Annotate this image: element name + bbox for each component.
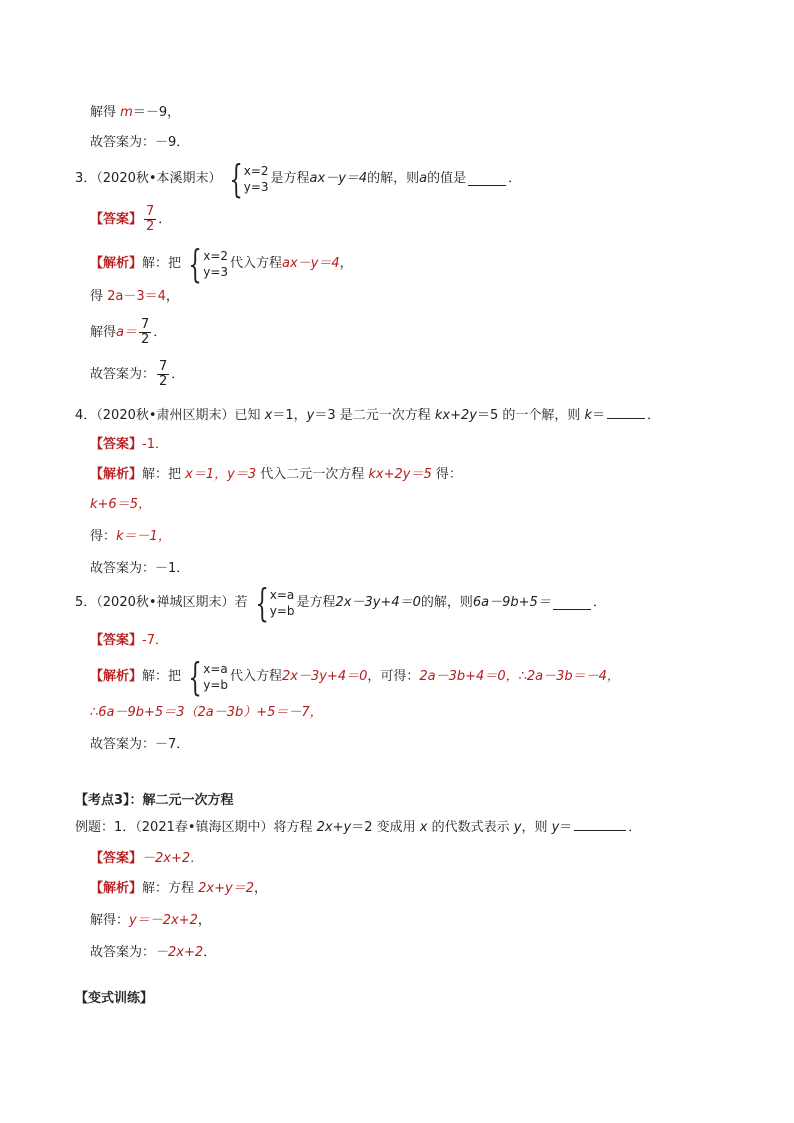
solution-5 (90, 655, 620, 699)
solve-line (90, 104, 180, 122)
question-5 (75, 581, 606, 625)
text: 得 (90, 289, 108, 304)
math: k+6＝5， (90, 497, 151, 512)
text: 5．（2020秋•禅城区期末）若 (75, 595, 248, 610)
equation-system (250, 581, 295, 625)
math: y＝－2x+2 (129, 913, 198, 928)
text: ＝ (592, 408, 606, 423)
sys-row: y=3 (203, 265, 229, 279)
step-5-1 (90, 704, 323, 722)
final-4 (90, 560, 189, 578)
math: k＝－1， (116, 529, 171, 544)
denominator: 2 (140, 332, 150, 347)
answer-line (90, 134, 189, 152)
numerator: 7 (159, 359, 168, 374)
brace: { (254, 581, 269, 625)
question-3 (75, 157, 522, 201)
math: a＝ (116, 324, 137, 340)
sys-row: y=3 (243, 180, 269, 194)
text: 解得： (90, 913, 130, 928)
text: 故答案为：－9． (90, 135, 190, 150)
heading-label: 【考点3】 (75, 793, 130, 808)
solution-label: 【解析】 (90, 256, 143, 271)
text: ， (253, 881, 267, 896)
sys-row: x=2 (243, 164, 269, 178)
math: y (551, 820, 560, 835)
sys-row: y=b (269, 604, 295, 618)
solution-label: 【解析】 (90, 669, 143, 684)
math: 2x－3y+4＝0 (282, 669, 368, 684)
math: x＝1，y＝3 (185, 467, 257, 482)
text: 的代数式表示 (427, 820, 514, 835)
math: x (419, 820, 428, 835)
answer-3 (90, 205, 171, 234)
text: 是方程 (270, 171, 310, 186)
text: 解：把 (142, 669, 182, 684)
solution-3 (90, 242, 353, 286)
text: ． (508, 171, 522, 186)
math: 2a－3＝4 (107, 289, 166, 304)
sys-row: x=a (269, 588, 295, 602)
math: ax－y＝4 (309, 171, 368, 186)
text: 故答案为： (90, 366, 156, 382)
answer-label: 【答案】 (90, 633, 143, 648)
answer-blank[interactable] (574, 818, 626, 831)
text: ． (153, 324, 167, 340)
equation-system (183, 655, 228, 699)
text: 3．（2020秋•本溪期末） (75, 171, 222, 186)
brace: { (188, 242, 202, 286)
step-4-1 (90, 496, 151, 514)
numerator: 7 (146, 204, 155, 219)
math: a (419, 171, 428, 186)
answer-label: 【答案】 (90, 211, 143, 227)
math: k (584, 408, 593, 423)
final-3 (90, 360, 184, 389)
text: 是方程 (296, 595, 336, 610)
answer-blank[interactable] (468, 173, 506, 186)
text: 的值是 (427, 171, 467, 186)
final-5 (90, 736, 189, 754)
brace: { (228, 157, 243, 201)
text: ． (628, 820, 642, 835)
step-3-1 (90, 288, 179, 306)
text: 代入方程 (230, 669, 283, 684)
text: 故答案为： (90, 945, 156, 960)
text: ＝ (559, 820, 573, 835)
solution-k3 (90, 880, 267, 898)
text: ＝2 变成用 (351, 820, 420, 835)
math: 2a－3b+4＝0，∴2a－3b＝－4， (419, 669, 620, 684)
text: ． (171, 366, 185, 382)
text: ． (158, 211, 172, 227)
denominator: 2 (146, 219, 155, 234)
text: 的解，则 (367, 171, 420, 186)
text: 解得 (90, 324, 117, 340)
sys-row: y=b (203, 678, 228, 692)
answer-k3 (90, 850, 203, 868)
text: 得： (431, 467, 462, 482)
answer-4 (90, 436, 168, 454)
brace: { (188, 655, 202, 699)
math: －2x+2 (155, 945, 204, 960)
fraction (144, 205, 156, 234)
text: 解：把 (142, 467, 186, 482)
answer-blank[interactable] (553, 597, 591, 610)
final-k3 (90, 944, 216, 962)
fraction (157, 360, 169, 389)
text: 解：把 (142, 256, 182, 271)
text: 的解，则 (420, 595, 473, 610)
text: 解得 (90, 105, 121, 120)
math: y (513, 820, 522, 835)
step-3-2 (90, 318, 166, 347)
text: ． (592, 595, 606, 610)
heading-title: ：解二元一次方程 (129, 793, 234, 808)
math: kx+2y＝5 (368, 467, 432, 482)
equation-system (183, 242, 229, 286)
math: y (306, 408, 315, 423)
text: ， (197, 913, 211, 928)
math: x (264, 408, 273, 423)
heading-title: 【变式训练】 (75, 991, 154, 1006)
math: ax－y＝4 (282, 256, 340, 271)
text: ＝5 的一个解，则 (476, 408, 585, 423)
text: ＝3 是二元一次方程 (314, 408, 435, 423)
math: 6a－9b+5＝ (472, 595, 551, 610)
math: ∴6a－9b+5＝3（2a－3b）+5＝－7， (90, 705, 323, 720)
fraction (139, 318, 151, 347)
text: ＝－9， (132, 105, 181, 120)
equation-system (224, 157, 269, 201)
sys-row: x=a (203, 662, 228, 676)
section-heading-k3 (75, 792, 234, 810)
sys-row: x=2 (203, 249, 229, 263)
math: 2x+y＝2 (198, 881, 254, 896)
text: ． (647, 408, 661, 423)
answer-5 (90, 632, 168, 650)
text: 故答案为：－7． (90, 737, 190, 752)
text: 解：方程 (142, 881, 199, 896)
example-1 (75, 818, 641, 837)
question-4 (75, 406, 660, 425)
answer-value: -1． (142, 437, 168, 452)
text: 4．（2020秋•肃州区期末）已知 (75, 408, 265, 423)
math: 2x+y (316, 820, 352, 835)
math: kx+2y (434, 408, 477, 423)
text: ， (339, 256, 353, 271)
numerator: 7 (140, 317, 150, 332)
text: ，可得： (367, 669, 420, 684)
answer-value: －2x+2． (142, 851, 204, 866)
answer-label: 【答案】 (90, 851, 143, 866)
solution-4 (90, 466, 462, 484)
answer-blank[interactable] (607, 406, 645, 419)
text: ， (165, 289, 179, 304)
text: 例题：1．（2021春•镇海区期中）将方程 (75, 820, 317, 835)
answer-value: -7． (142, 633, 168, 648)
text: 得： (90, 529, 117, 544)
denominator: 2 (159, 374, 168, 389)
answer-label: 【答案】 (90, 437, 143, 452)
section-heading-practice (75, 990, 153, 1008)
math: m (120, 105, 133, 120)
text: 代入方程 (230, 256, 283, 271)
solution-label: 【解析】 (90, 881, 143, 896)
text: ． (203, 945, 217, 960)
step-k3-1 (90, 912, 211, 930)
text: ＝1， (272, 408, 307, 423)
math: 2x－3y+4＝0 (335, 595, 421, 610)
text: ，则 (521, 820, 552, 835)
solution-label: 【解析】 (90, 467, 143, 482)
text: 代入二元一次方程 (256, 467, 369, 482)
step-4-2 (90, 528, 171, 546)
text: 故答案为：－1． (90, 561, 190, 576)
